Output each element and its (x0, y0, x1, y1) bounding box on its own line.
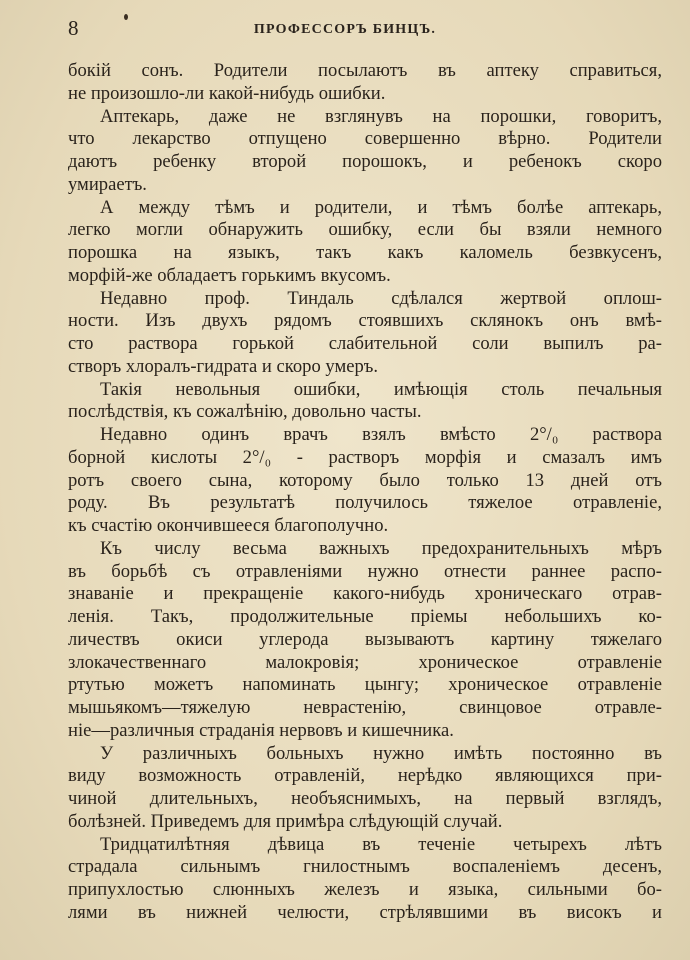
page-header (0, 14, 690, 44)
text-line: Тридцатилѣтняя дѣвица въ теченіе четырехъ лѣтъ (100, 833, 662, 855)
text-line: бокій сонъ. Родители посылаютъ въ аптеку справиться, (68, 60, 662, 81)
text-line: ности. Изъ двухъ рядомъ стоявшихъ склянокъ онъ вмѣ- (68, 310, 662, 332)
text-line: злокачественнаго малокровія; хроническое отравленіе (68, 651, 662, 673)
text-line: створъ хлоралъ-гидрата и скоро умеръ. (68, 355, 379, 377)
text-line: роду. Въ результатѣ получилось тяжелое отравленіе, (68, 492, 662, 514)
running-title: ПРОФЕССОРЪ БИНЦЪ. (253, 22, 437, 37)
text-line: знаваніе и прекращеніе какого-нибудь хроническаго отрав- (68, 583, 662, 605)
text-line: легко могли обнаружить ошибку, если бы взяли немного (68, 219, 662, 241)
text-line: Недавно проф. Тиндаль сдѣлался жертвой оплош- (100, 287, 662, 309)
text-line: даютъ ребенку второй порошокъ, и ребенокъ скоро (68, 151, 662, 172)
text-line: что лекарство отпущено совершенно вѣрно. Родители (68, 128, 662, 150)
text-line: Такія невольныя ошибки, имѣющія столь печальныя (100, 378, 662, 400)
text-line: Аптекарь, даже не взглянувъ на порошки, говоритъ, (100, 105, 662, 127)
text-line: страдала сильнымъ гнилостнымъ воспаленіемъ десенъ, (68, 856, 662, 878)
text-line: мышьякомъ—тяжелую неврастенію, свинцовое отравле- (68, 697, 662, 718)
text-line: сто раствора горькой слабительной соли выпилъ ра- (68, 333, 662, 354)
page-number: 8 (68, 16, 79, 40)
text-line: ленія. Такъ, продолжительные пріемы небольшихъ ко- (68, 606, 662, 627)
text-line: болѣзней. Приведемъ для примѣра слѣдующій случай. (68, 810, 503, 832)
text-line: виду возможность отравленій, нерѣдко являющихся при- (68, 765, 662, 787)
text-line: Къ числу весьма важныхъ предохранительныхъ мѣръ (100, 537, 662, 559)
text-line: ніе—различныя страданія нервовъ и кишечника. (68, 719, 454, 741)
text-line: умираетъ. (68, 173, 147, 195)
text-line: послѣдствія, къ сожалѣнію, довольно часты. (68, 401, 422, 423)
ink-spot (124, 14, 128, 20)
text-line: къ счастію окончившееся благополучно. (68, 515, 389, 536)
text-line: ртутью можетъ напоминать цынгу; хроническое отравленіе (68, 674, 662, 696)
text-line: У различныхъ больныхъ нужно имѣть постоянно въ (100, 742, 662, 764)
text-line: чиной длительныхъ, необъяснимыхъ, на первый взглядъ, (68, 788, 662, 809)
text-line: лями въ нижней челюсти, стрѣлявшими въ високъ и (68, 901, 662, 923)
text-line: ротъ своего сына, которому было только 13 дней отъ (68, 469, 662, 491)
text-line: борной кислоты 2°/₀ - растворъ морфія и смазалъ имъ (68, 446, 662, 468)
text-line: не произошло-ли какой-нибудь ошибки. (68, 82, 386, 104)
text-line: А между тѣмъ и родители, и тѣмъ болѣе аптекарь, (100, 196, 662, 218)
text-line: порошка на языкъ, такъ какъ каломель безвкусенъ, (68, 242, 662, 263)
body-text (68, 60, 662, 925)
text-line: припухлостью слюнныхъ железъ и языка, сильными бо- (68, 879, 662, 900)
text-line: морфій-же обладаетъ горькимъ вкусомъ. (68, 264, 391, 286)
text-line: Недавно одинъ врачъ взялъ вмѣсто 2°/₀ раствора (100, 424, 662, 445)
text-line: въ борьбѣ съ отравленіями нужно отнести раннее распо- (68, 560, 662, 582)
text-line: личествъ окиси углерода вызываютъ картину тяжелаго (68, 628, 662, 650)
